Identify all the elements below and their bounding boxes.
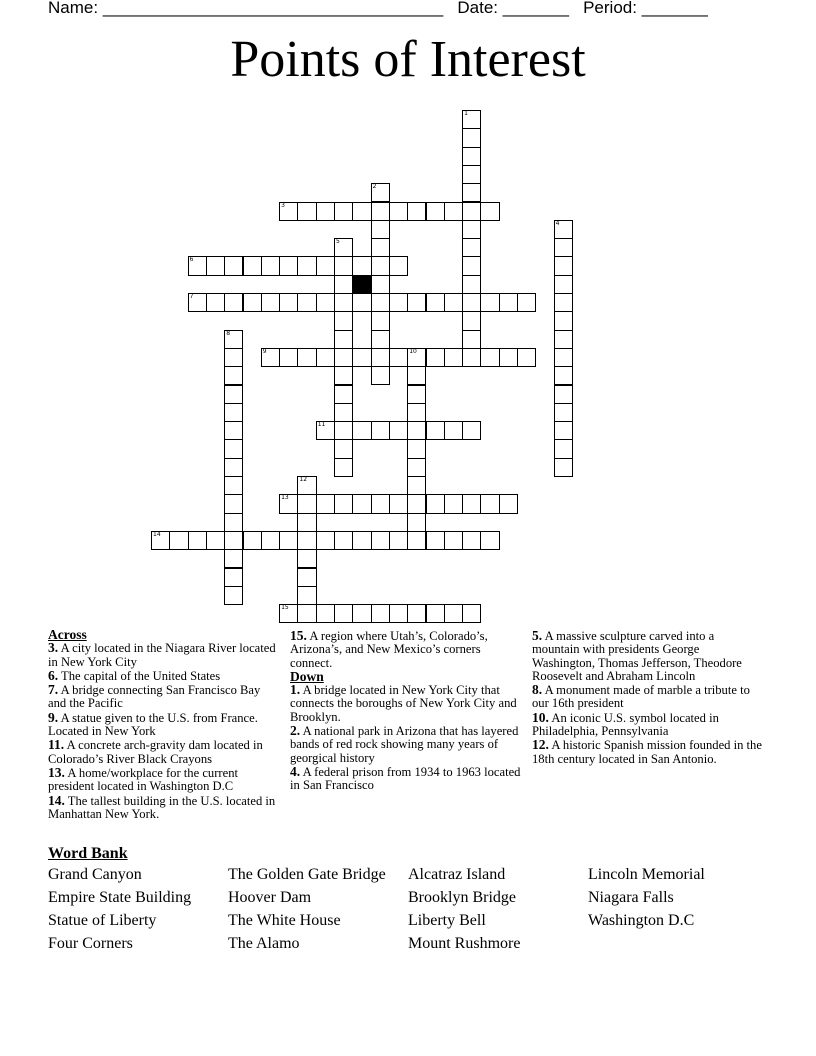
period-label: Period:: [583, 0, 637, 17]
clue-down-1: 1. A bridge located in New York City that connects the boroughs of New York City and Brooklyn.: [290, 682, 517, 724]
crossword-cell[interactable]: [243, 531, 262, 550]
crossword-cell[interactable]: [224, 403, 243, 422]
crossword-cell[interactable]: [554, 348, 573, 367]
crossword-cell[interactable]: [371, 348, 390, 367]
word-bank-item: Four Corners: [48, 935, 133, 952]
crossword-cell[interactable]: [261, 293, 280, 312]
crossword-cell[interactable]: [426, 202, 445, 221]
crossword-cell[interactable]: [243, 293, 262, 312]
crossword-cell[interactable]: [371, 202, 390, 221]
clue-number: 9: [262, 347, 267, 355]
crossword-cell[interactable]: [371, 366, 390, 385]
crossword-cell[interactable]: [444, 202, 463, 221]
crossword-cell[interactable]: [224, 531, 243, 550]
crossword-black-cell: [352, 275, 371, 294]
crossword-cell[interactable]: [554, 238, 573, 257]
crossword-cell[interactable]: [462, 165, 481, 184]
crossword-cell[interactable]: [297, 568, 316, 587]
crossword-cell[interactable]: [352, 494, 371, 513]
crossword-cell[interactable]: [371, 293, 390, 312]
crossword-cell[interactable]: [462, 330, 481, 349]
clue-number: 12: [299, 476, 308, 483]
clue-number: 14: [153, 530, 161, 538]
crossword-cell[interactable]: [389, 348, 408, 367]
clue-across-7: 7. A bridge connecting San Francisco Bay and the Pacific: [48, 682, 261, 711]
crossword-cell[interactable]: [407, 494, 426, 513]
crossword-cell[interactable]: [389, 421, 408, 440]
crossword-cell[interactable]: [444, 421, 463, 440]
crossword-cell[interactable]: [389, 202, 408, 221]
word-bank-column-2: [228, 866, 386, 958]
word-bank-column-4: [588, 866, 705, 935]
crossword-cell[interactable]: [316, 531, 335, 550]
crossword-cell[interactable]: [224, 366, 243, 385]
crossword-cell[interactable]: [224, 256, 243, 275]
crossword-cell[interactable]: [407, 531, 426, 550]
crossword-cell[interactable]: [444, 531, 463, 550]
crossword-cell[interactable]: [371, 330, 390, 349]
crossword-cell[interactable]: [554, 311, 573, 330]
crossword-cell[interactable]: [297, 586, 316, 605]
clue-number: 3: [281, 201, 285, 209]
clues-column-1: [48, 628, 276, 821]
crossword-cell[interactable]: [444, 293, 463, 312]
crossword-cell[interactable]: [206, 293, 225, 312]
crossword-cell[interactable]: [462, 293, 481, 312]
crossword-cell[interactable]: [407, 293, 426, 312]
crossword-cell[interactable]: [224, 293, 243, 312]
crossword-cell[interactable]: [316, 293, 335, 312]
crossword-cell[interactable]: [297, 202, 316, 221]
crossword-cell[interactable]: [279, 348, 298, 367]
crossword-cell[interactable]: [334, 494, 353, 513]
crossword-cell[interactable]: [316, 202, 335, 221]
crossword-cell[interactable]: [480, 348, 499, 367]
crossword-cell[interactable]: [297, 256, 316, 275]
word-bank-item: Grand Canyon: [48, 866, 142, 883]
crossword-cell[interactable]: [334, 348, 353, 367]
crossword-cell[interactable]: [279, 202, 298, 221]
crossword-cell[interactable]: [261, 256, 280, 275]
crossword-cell[interactable]: [297, 476, 316, 495]
clue-number: 4: [555, 219, 560, 227]
crossword-cell[interactable]: [407, 385, 426, 404]
crossword-cell[interactable]: [554, 256, 573, 275]
crossword-cell[interactable]: [462, 128, 481, 147]
clue-number: 7: [189, 293, 194, 300]
crossword-cell[interactable]: [499, 293, 518, 312]
crossword-cell[interactable]: [224, 476, 243, 495]
crossword-cell[interactable]: [316, 421, 335, 440]
page-title: Points of Interest: [230, 31, 586, 88]
crossword-cell[interactable]: [371, 531, 390, 550]
clue-number: 6: [189, 256, 194, 264]
clue-number: 10: [409, 347, 417, 355]
crossword-cell[interactable]: [462, 238, 481, 257]
crossword-cell[interactable]: [352, 256, 371, 275]
crossword-cell[interactable]: [371, 311, 390, 330]
across-heading: Across: [48, 627, 87, 642]
word-bank-item: Washington D.C: [588, 912, 695, 929]
date-field[interactable]: _______: [502, 0, 569, 17]
word-bank-item: The Golden Gate Bridge: [228, 866, 386, 883]
crossword-cell[interactable]: [316, 348, 335, 367]
word-bank-column-1: [48, 866, 191, 958]
crossword-cell[interactable]: [334, 531, 353, 550]
crossword-cell[interactable]: [188, 256, 207, 275]
clue-down-5: 5. A massive sculpture carved into a mountain with presidents George Washington, Thomas Jefferson, Theodore Roosevelt and Abraham Lincoln: [532, 628, 742, 683]
clue-across-13: 13. A home/workplace for the current president located in Washington D.C: [48, 764, 238, 794]
crossword-cell[interactable]: [407, 458, 426, 477]
crossword-cell[interactable]: [426, 494, 445, 513]
clue-number: 11: [317, 421, 326, 429]
crossword-cell[interactable]: [462, 183, 481, 202]
date-label: Date:: [457, 0, 498, 17]
crossword-cell[interactable]: [352, 604, 371, 623]
crossword-cell[interactable]: [334, 403, 353, 422]
clue-across-15: 15. A region where Utah’s, Colorado’s, Arizona’s, and New Mexico’s corners connect.: [290, 628, 488, 670]
word-bank-item: Niagara Falls: [588, 889, 674, 906]
down-heading: Down: [290, 668, 324, 684]
crossword-cell[interactable]: [334, 202, 353, 221]
crossword-cell[interactable]: [224, 421, 243, 440]
crossword-cell[interactable]: [334, 275, 353, 294]
clue-across-14: 14. The tallest building in the U.S. located in Manhattan New York.: [48, 792, 276, 821]
crossword-cell[interactable]: [554, 366, 573, 385]
clues-column-2: [290, 629, 526, 793]
crossword-cell[interactable]: [407, 366, 426, 385]
word-bank-item: Empire State Building: [48, 889, 192, 906]
crossword-cell[interactable]: [462, 348, 481, 367]
word-bank-item: Mount Rushmore: [408, 935, 521, 952]
crossword-cell[interactable]: [480, 293, 499, 312]
crossword-cell[interactable]: [352, 293, 371, 312]
period-field[interactable]: _______: [641, 0, 708, 17]
crossword-cell[interactable]: [334, 421, 353, 440]
crossword-cell[interactable]: [462, 531, 481, 550]
crossword-cell[interactable]: [371, 275, 390, 294]
crossword-cell[interactable]: [334, 238, 353, 257]
crossword-cell[interactable]: [554, 439, 573, 458]
word-bank-item: Alcatraz Island: [408, 866, 506, 883]
crossword-cell[interactable]: [389, 256, 408, 275]
clue-down-4: 4. A federal prison from 1934 to 1963 located in San Francisco: [290, 763, 521, 793]
crossword-cell[interactable]: [224, 568, 243, 587]
crossword-cell[interactable]: [352, 202, 371, 221]
crossword-cell[interactable]: [554, 293, 573, 312]
name-label: Name:: [48, 0, 99, 17]
crossword-cell[interactable]: [297, 604, 316, 623]
crossword-cell[interactable]: [352, 348, 371, 367]
word-bank-heading: Word Bank: [48, 845, 128, 862]
clue-down-2: 2. A national park in Arizona that has layered bands of red rock showing many years of georgical history: [290, 723, 519, 765]
word-bank-item: The White House: [228, 912, 341, 929]
crossword-cell[interactable]: [407, 403, 426, 422]
crossword-cell[interactable]: [334, 439, 353, 458]
crossword-cell[interactable]: [316, 494, 335, 513]
crossword-cell[interactable]: [352, 421, 371, 440]
crossword-cell[interactable]: [462, 202, 481, 221]
crossword-cell[interactable]: [426, 421, 445, 440]
crossword-cell[interactable]: [206, 531, 225, 550]
crossword-cell[interactable]: [261, 531, 280, 550]
crossword-cell[interactable]: [462, 604, 481, 623]
clue-down-12: 12. A historic Spanish mission founded in the 18th century located in San Antonio.: [532, 737, 762, 766]
crossword-cell[interactable]: [334, 604, 353, 623]
word-bank-item: Statue of Liberty: [48, 912, 157, 929]
crossword-cell[interactable]: [371, 220, 390, 239]
crossword-cell[interactable]: [371, 421, 390, 440]
word-bank-item: Lincoln Memorial: [588, 866, 705, 883]
clue-number: 8: [226, 329, 231, 337]
clue-across-6: 6. The capital of the United States: [48, 667, 221, 683]
crossword-cell[interactable]: [444, 604, 463, 623]
crossword-cell[interactable]: [371, 238, 390, 257]
crossword-cell[interactable]: [462, 256, 481, 275]
crossword-cell[interactable]: [407, 202, 426, 221]
crossword-cell[interactable]: [389, 494, 408, 513]
crossword-cell[interactable]: [352, 531, 371, 550]
crossword-cell[interactable]: [426, 348, 445, 367]
clues-column-3: [532, 629, 762, 766]
crossword-cell[interactable]: [279, 604, 298, 623]
crossword-cell[interactable]: [444, 348, 463, 367]
crossword-cell[interactable]: [462, 275, 481, 294]
clue-across-9: 9. A statue given to the U.S. from France. Located in New York: [48, 709, 258, 739]
clue-number: 5: [336, 238, 340, 246]
crossword-cell[interactable]: [371, 604, 390, 623]
crossword-cell[interactable]: [243, 256, 262, 275]
crossword-cell[interactable]: [554, 421, 573, 440]
crossword-cell[interactable]: [407, 421, 426, 440]
crossword-cell[interactable]: [188, 531, 207, 550]
crossword-cell[interactable]: [407, 513, 426, 532]
crossword-cell[interactable]: [444, 494, 463, 513]
crossword-cell[interactable]: [407, 348, 426, 367]
crossword-cell[interactable]: [554, 220, 573, 239]
crossword-cell[interactable]: [151, 531, 170, 550]
crossword-cell[interactable]: [389, 293, 408, 312]
crossword-cell[interactable]: [462, 147, 481, 166]
clue-number: 15: [281, 604, 289, 612]
crossword-cell[interactable]: [462, 110, 481, 129]
crossword-cell[interactable]: [261, 348, 280, 367]
crossword-cell[interactable]: [462, 494, 481, 513]
crossword-cell[interactable]: [554, 385, 573, 404]
crossword-cell[interactable]: [279, 531, 298, 550]
crossword-cell[interactable]: [224, 458, 243, 477]
crossword-cell[interactable]: [224, 385, 243, 404]
crossword-cell[interactable]: [517, 293, 536, 312]
crossword-cell[interactable]: [554, 403, 573, 422]
crossword-cell[interactable]: [297, 293, 316, 312]
crossword-cell[interactable]: [499, 494, 518, 513]
clue-down-8: 8. A monument made of marble a tribute to our 16th president: [532, 682, 750, 711]
crossword-cell[interactable]: [426, 604, 445, 623]
clue-down-10: 10. An iconic U.S. symbol located in Philadelphia, Pennsylvania: [532, 709, 719, 739]
crossword-cell[interactable]: [371, 183, 390, 202]
crossword-cell[interactable]: [480, 202, 499, 221]
crossword-cell[interactable]: [407, 604, 426, 623]
crossword-cell[interactable]: [297, 531, 316, 550]
crossword-cell[interactable]: [297, 549, 316, 568]
crossword-cell[interactable]: [517, 348, 536, 367]
crossword-cell[interactable]: [334, 366, 353, 385]
crossword-cell[interactable]: [334, 458, 353, 477]
word-bank-item: Hoover Dam: [228, 889, 312, 906]
crossword-cell[interactable]: [334, 330, 353, 349]
crossword-cell[interactable]: [371, 494, 390, 513]
crossword-cell[interactable]: [334, 256, 353, 275]
crossword-cell[interactable]: [224, 586, 243, 605]
crossword-cell[interactable]: [297, 513, 316, 532]
crossword-cell[interactable]: [334, 293, 353, 312]
crossword-cell[interactable]: [499, 348, 518, 367]
crossword-cell[interactable]: [224, 513, 243, 532]
crossword-cell[interactable]: [224, 439, 243, 458]
crossword-cell[interactable]: [297, 348, 316, 367]
crossword-cell[interactable]: [462, 220, 481, 239]
crossword-cell[interactable]: [389, 531, 408, 550]
crossword-cell[interactable]: [426, 293, 445, 312]
clue-across-3: 3. A city located in the Niagara River located in New York City: [48, 640, 276, 669]
crossword-cell[interactable]: [279, 293, 298, 312]
crossword-cell[interactable]: [316, 256, 335, 275]
crossword-cell[interactable]: [407, 439, 426, 458]
clue-number: 1: [464, 110, 468, 117]
crossword-cell[interactable]: [480, 494, 499, 513]
crossword-cell[interactable]: [462, 311, 481, 330]
crossword-cell[interactable]: [297, 494, 316, 513]
crossword-cell[interactable]: [224, 494, 243, 513]
word-bank-item: The Alamo: [228, 935, 300, 952]
crossword-cell[interactable]: [407, 476, 426, 495]
crossword-cell[interactable]: [279, 256, 298, 275]
crossword-cell[interactable]: [554, 458, 573, 477]
clue-number: 13: [281, 494, 289, 502]
crossword-cell[interactable]: [316, 604, 335, 623]
name-field[interactable]: ____________________________________: [102, 0, 444, 17]
crossword-cell[interactable]: [188, 293, 207, 312]
crossword-cell[interactable]: [371, 256, 390, 275]
crossword-cell[interactable]: [462, 421, 481, 440]
word-bank-item: Brooklyn Bridge: [408, 889, 516, 906]
crossword-cell[interactable]: [224, 348, 243, 367]
crossword-cell[interactable]: [389, 604, 408, 623]
crossword-cell[interactable]: [554, 275, 573, 294]
clue-number: 2: [372, 183, 377, 191]
crossword-cell[interactable]: [279, 494, 298, 513]
crossword-cell[interactable]: [169, 531, 188, 550]
crossword-cell[interactable]: [554, 330, 573, 349]
clue-across-11: 11. A concrete arch-gravity dam located in Colorado’s River Black Crayons: [48, 737, 263, 766]
word-bank-column-3: [408, 866, 520, 958]
crossword-cell[interactable]: [426, 531, 445, 550]
word-bank-item: Liberty Bell: [408, 912, 486, 929]
crossword-cell[interactable]: [334, 385, 353, 404]
crossword-cell[interactable]: [224, 330, 243, 349]
crossword-cell[interactable]: [224, 549, 243, 568]
crossword-cell[interactable]: [334, 311, 353, 330]
crossword-cell[interactable]: [480, 531, 499, 550]
crossword-cell[interactable]: [206, 256, 225, 275]
